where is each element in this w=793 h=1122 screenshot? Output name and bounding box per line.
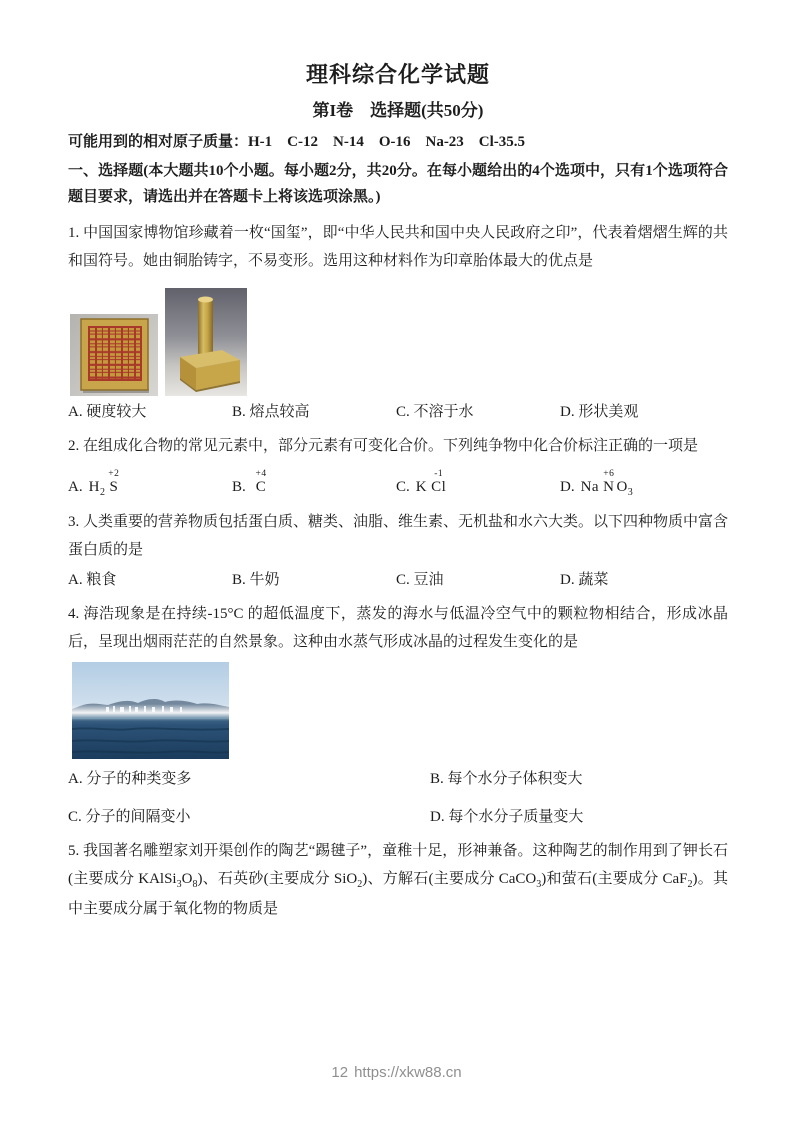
option-label: D. xyxy=(560,479,575,495)
question-1-option-a: A. 硬度较大 xyxy=(68,404,147,420)
question-3-text: 3. 人类重要的营养物质包括蛋白质、糖类、油脂、维生素、无机盐和水六大类。以下四种物质中富含蛋白质的是 xyxy=(68,514,729,558)
option-label: C. xyxy=(396,479,410,495)
question-2-option-d xyxy=(560,468,728,499)
sea-fog-photo xyxy=(72,662,229,759)
question-4-option-d: D. 每个水分子质量变大 xyxy=(430,809,584,825)
question-2-option-c xyxy=(396,468,560,499)
question-1-images xyxy=(70,288,728,396)
question-4-option-a: A. 分子的种类变多 xyxy=(68,771,192,787)
question-4 xyxy=(68,600,728,828)
page-title: 理科综合化学试题 xyxy=(305,62,490,87)
question-2 xyxy=(68,432,728,499)
question-1 xyxy=(68,219,728,423)
chemical-formula: $H_2$ +2 S xyxy=(88,468,120,498)
question-5 xyxy=(68,837,728,923)
chemical-formula: Na +6 N $O_3$ xyxy=(580,468,634,498)
option-label: A. xyxy=(68,479,83,495)
section-heading: 第I卷 选择题(共50分) xyxy=(312,101,484,120)
option-label: B. xyxy=(232,479,246,495)
question-5-text: 5. 我国著名雕塑家刘开渠创作的陶艺“踢毽子”，童稚十足，形神兼备。这种陶艺的制作用到了钾长石(主要成分 $KAlSi_3O_8$)、石英砂(主要成分 SiO$_2$)、方解石(主要成分 CaCO$_3$)和萤石(主要成分 CaF$_2$)。其中主要成分属于氧化物的物质是 xyxy=(68,843,728,917)
question-1-option-b: B. 熔点较高 xyxy=(232,404,310,420)
question-4-image xyxy=(72,662,728,759)
question-1-option-d: D. 形状美观 xyxy=(560,404,639,420)
footer-url: https://xkw88.cn xyxy=(354,1064,462,1081)
page-number: 12 xyxy=(331,1064,349,1081)
seal-stamp-photo xyxy=(165,288,247,396)
question-2-text: 2. 在组成化合物的常见元素中，部分元素有可变化合价。下列纯争物中化合价标注正确的一项是 xyxy=(68,438,699,454)
question-3-option-d: D. 蔬菜 xyxy=(560,572,609,588)
question-1-option-c: C. 不溶于水 xyxy=(396,404,474,420)
seal-face-photo xyxy=(70,314,158,396)
question-4-option-b: B. 每个水分子体积变大 xyxy=(430,771,583,787)
question-2-options xyxy=(68,464,728,499)
question-2-option-b xyxy=(232,468,396,499)
section-instructions: 一、选择题(本大题共10个小题。每小题2分，共20分。在每小题给出的4个选项中，只有1个选项符合题目要求，请选出并在答题卡上将该选项涂黑。) xyxy=(68,163,728,205)
question-4-text: 4. 海浩现象是在持续-15°C 的超低温度下，蒸发的海水与低温冷空气中的颗粒物相结合，形成冰晶后，呈现出烟雨茫茫的自然景象。这种由水蒸气形成冰晶的过程发生变化的是 xyxy=(68,606,728,650)
question-3-option-c: C. 豆油 xyxy=(396,572,444,588)
question-2-option-a xyxy=(68,468,232,499)
question-4-options xyxy=(68,769,728,828)
chemical-formula: K -1 Cl xyxy=(415,468,447,495)
question-3 xyxy=(68,508,728,591)
question-3-option-b: B. 牛奶 xyxy=(232,572,280,588)
question-1-options xyxy=(68,402,728,423)
question-4-option-c: C. 分子的间隔变小 xyxy=(68,809,191,825)
question-3-options xyxy=(68,570,728,591)
page-content xyxy=(68,60,728,923)
question-3-option-a: A. 粮食 xyxy=(68,572,117,588)
chemical-formula: +4 C xyxy=(255,468,267,495)
atomic-mass-line: 可能用到的相对原子质量：H-1 C-12 N-14 O-16 Na-23 Cl-35.5 xyxy=(68,134,526,150)
question-1-text: 1. 中国国家博物馆珍藏着一枚“国玺”，即“中华人民共和国中央人民政府之印”，代表着熠熠生辉的共和国符号。她由铜胎铸字，不易变形。选用这种材料作为印章胎体最大的优点是 xyxy=(68,225,728,269)
page-footer xyxy=(0,1064,793,1081)
